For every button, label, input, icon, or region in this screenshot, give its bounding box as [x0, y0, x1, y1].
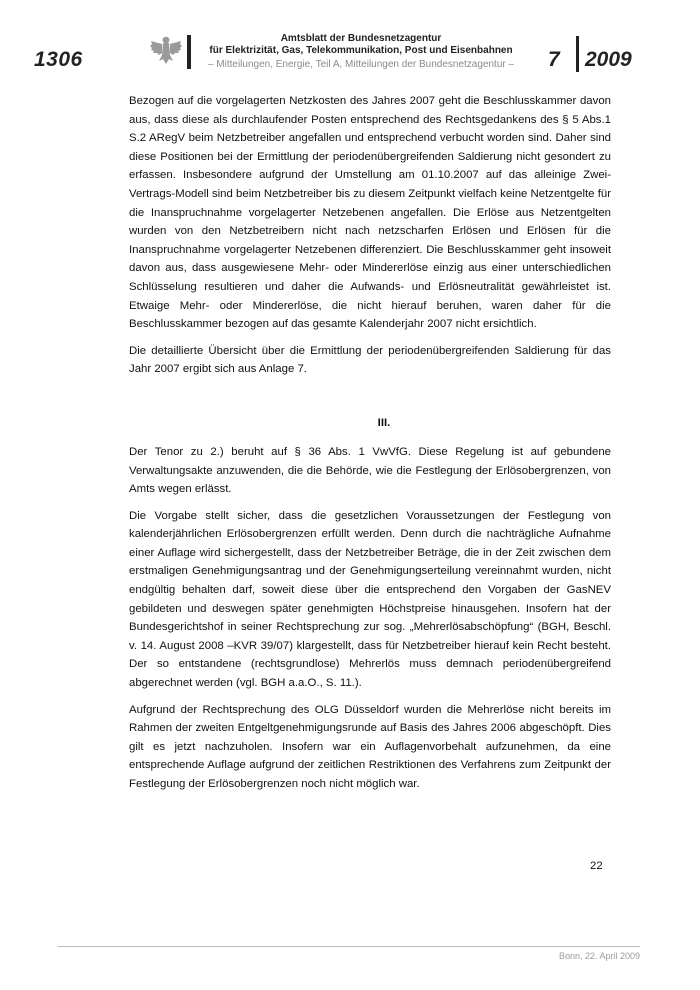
body-paragraph: Aufgrund der Rechtsprechung des OLG Düsseldorf wurden die Mehrerlöse nicht bereits im Rahmen der zweiten Entgeltgenehmigungsrunde auf Basis des Jahres 2006 abgeschöpft. Dies gilt es jetzt nachzuholen. Insofern war ein Auflagenvorbehalt aufzunehmen, da eine entsprechende Auflage aufgrund der zeitlichen Restriktionen des Verfahrens zum Zeitpunkt der Festlegung der Erlösobergrenzen noch nicht möglich war.: [129, 703, 611, 790]
journal-title-line-2: für Elektrizität, Gas, Telekommunikation, Post und Eisenbahnen: [209, 45, 513, 56]
issue-number: 7: [548, 48, 560, 71]
footer-date: Bonn, 22. April 2009: [558, 951, 640, 961]
journal-page-number: 1306: [34, 48, 83, 71]
issue-divider: [576, 36, 579, 72]
body-paragraph: Die Vorgabe stellt sicher, dass die gesetzlichen Voraussetzungen der Festlegung von kalenderjährlichen Erlösobergrenzen erfüllt werden. Denn durch die nachträgliche Aufnahme einer Auflage wird sichergestellt, dass der Netzbetreiber Beträge, die in der Zeit zwischen dem erstmaligen Genehmigungsantrag und der Genehmigungserteilung vereinnahmt wurden, nicht endgültig behalten darf, soweit diese über die entsprechend den Vorgaben der GasNEV gebildeten und deswegen später genehmigten Höchstpreise hinausgehen. Insofern hat der Bundesgerichtshof in seiner Rechtsprechung zur sog. „Mehrerlösabschöpfung“ (BGH, Beschl. v. 14. August 2008 –KVR 39/07) klargestellt, dass für Netzbetreiber hierauf kein Recht besteht. Der so entstandene (rechtsgrundlose) Mehrerlös muss demnach periodenübergreifend abgerechnet werden (vgl. BGH a.a.O., S. 11.).: [129, 509, 611, 690]
issue-year: 2009: [585, 48, 632, 71]
federal-eagle-icon: [149, 33, 183, 67]
journal-title: [196, 33, 526, 57]
body-paragraph: Die detaillierte Übersicht über die Ermittlung der periodenübergreifenden Saldierung für das Jahr 2007 ergibt sich aus Anlage 7.: [129, 344, 611, 376]
section-heading: III.: [377, 416, 391, 429]
body-paragraph: Der Tenor zu 2.) beruht auf § 36 Abs. 1 VwVfG. Diese Regelung ist auf gebundene Verwaltungsakte anzuwenden, die die Behörde, wie die Festlegung der Erlösobergrenzen, von Amts wegen erlässt.: [129, 445, 611, 496]
header-divider: [187, 35, 191, 69]
journal-subtitle: – Mitteilungen, Energie, Teil A, Mitteilungen der Bundesnetzagentur –: [207, 59, 515, 70]
journal-title-line-1: Amtsblatt der Bundesnetzagentur: [280, 33, 442, 44]
document-body: [129, 92, 611, 802]
document-page-number: 22: [590, 860, 603, 872]
body-paragraph: Bezogen auf die vorgelagerten Netzkosten des Jahres 2007 geht die Beschlusskammer davon aus, dass diese als durchlaufender Posten entsprechend des Rechtsgedankens des § 5 Abs.1 S.2 ARegV beim Netzbetreiber angefallen und entsprechend verbucht worden sind. Daher sind diese Positionen bei der Ermittlung der periodenübergreifenden Saldierung nicht gesondert zu erfassen. Insbesondere aufgrund der Umstellung am 01.10.2007 auf das alleinige Zwei-Vertrags-Modell sind beim Netzbetreiber bis zu diesem Zeitpunkt vielfach keine Netzentgelte für die Inanspruchnahme vorgelagerter Netzebenen angefallen. Die Erlöse aus Netzentgelten wurden von den Netzbetreibern nicht nach netzscharfen Erlösen und Erlösen für die Inanspruchnahme vorgelagerter Netzebenen differenziert. Die Beschlusskammer geht insoweit davon aus, dass ausgewiesene Mehr- oder Mindererlöse einzig aus einer unterschiedlichen Schlüsselung resultieren und daher die Aufwands- und Erlösneutralität gewährleistet ist. Etwaige Mehr- oder Mindererlöse, die nicht hierauf beruhen, waren daher für die Beschlusskammer bezogen auf das gesamte Kalenderjahr 2007 nicht ersichtlich.: [129, 95, 611, 331]
footer-divider: [58, 946, 640, 947]
